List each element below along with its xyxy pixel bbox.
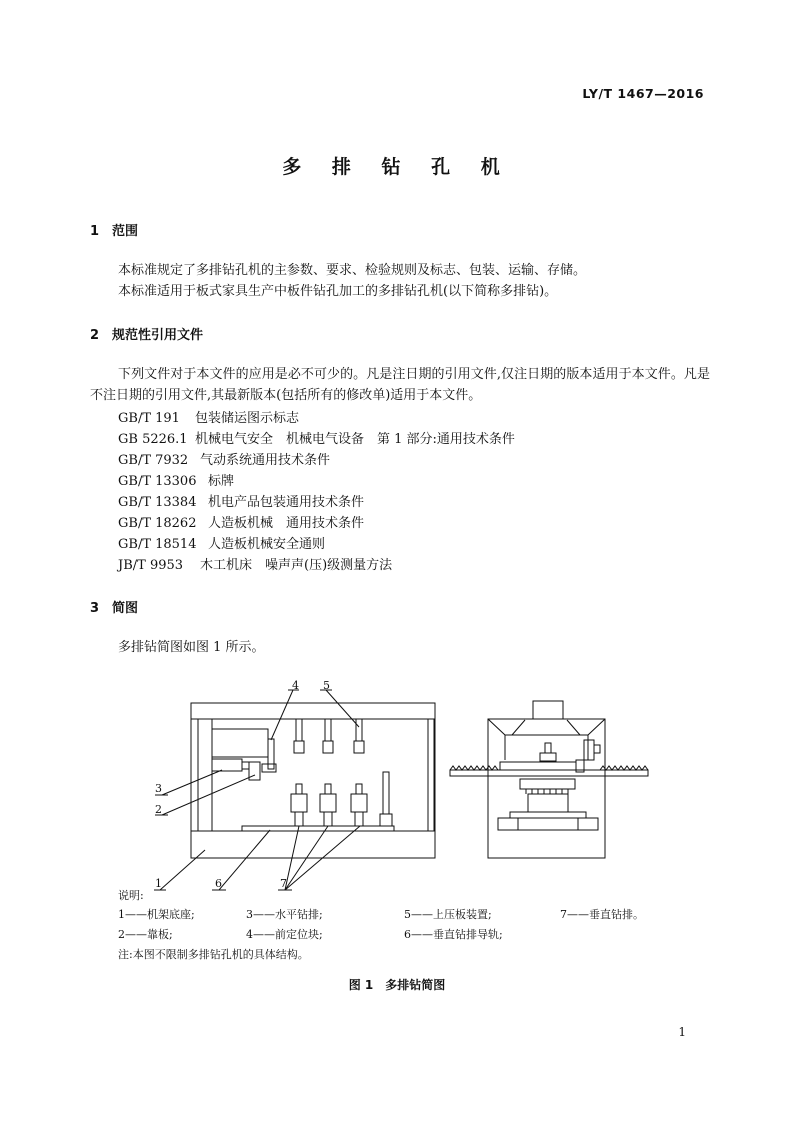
- legend-item: 2——靠板;: [118, 928, 173, 941]
- section-title: 规范性引用文件: [112, 328, 204, 343]
- vertical-drill-motor: [320, 794, 336, 812]
- reference-code: JB/T 9953: [118, 558, 184, 573]
- section-title: 范围: [112, 224, 139, 239]
- legend-item: 3——水平钻排;: [246, 908, 323, 921]
- guide-rod: [383, 772, 389, 814]
- vertical-drill-base: [324, 812, 332, 826]
- pressure-cylinder: [296, 719, 302, 741]
- reference-code: GB/T 13384: [118, 495, 197, 510]
- leader-line: [160, 850, 205, 890]
- reference-title: 人造板机械 通用技术条件: [208, 516, 365, 531]
- callout-2: 2: [155, 803, 162, 816]
- pressure-pad: [323, 741, 333, 753]
- section-number: 3: [90, 601, 100, 616]
- document-title: 多 排 钻 孔 机: [282, 156, 512, 178]
- left-conveyor-teeth: [450, 766, 498, 770]
- side-cylinder: [584, 740, 594, 760]
- legend-item: 6——垂直钻排导轨;: [404, 928, 503, 941]
- reference-code: GB/T 18262: [118, 516, 197, 531]
- vertical-drill-motor: [291, 794, 307, 812]
- page-number: 1: [678, 1025, 686, 1039]
- section-number: 1: [90, 224, 100, 239]
- brace: [567, 720, 580, 735]
- vertical-drill-bit: [325, 784, 331, 794]
- callout-3: 3: [155, 782, 162, 795]
- front-view-diagram: [154, 690, 435, 890]
- right-conveyor-teeth: [600, 766, 648, 770]
- paragraph: 本标准适用于板式家具生产中板件钻孔加工的多排钻孔机(以下简称多排钻)。: [118, 284, 558, 299]
- reference-code: GB/T 191: [118, 411, 180, 426]
- frame-slope: [488, 719, 505, 735]
- section-title: 简图: [112, 601, 139, 616]
- frame-slope: [588, 719, 605, 735]
- callout-6: 6: [215, 877, 222, 890]
- drill-base: [498, 818, 598, 830]
- legend-item: 7——垂直钻排。: [560, 908, 644, 921]
- leader-line: [219, 830, 270, 890]
- callout-5: 5: [323, 679, 330, 692]
- legend-title: 说明:: [118, 889, 144, 902]
- frame-right-post: [428, 719, 434, 831]
- pressure-cylinder: [325, 719, 331, 741]
- work-table: [450, 770, 648, 776]
- callout-1: 1: [155, 877, 162, 890]
- reference-title: 气动系统通用技术条件: [200, 453, 331, 468]
- vertical-drill-bit: [296, 784, 302, 794]
- reference-title: 机械电气安全 机械电气设备 第 1 部分:通用技术条件: [195, 432, 515, 447]
- drill-head: [520, 779, 575, 789]
- vertical-drill-base: [295, 812, 303, 826]
- side-cylinder-cap: [594, 745, 600, 753]
- legend-item: 1——机架底座;: [118, 908, 195, 921]
- reference-title: 机电产品包装通用技术条件: [208, 495, 365, 510]
- vertical-drill-motor: [351, 794, 367, 812]
- guide-block: [380, 814, 392, 826]
- leader-line: [271, 690, 293, 740]
- horizontal-drill-housing: [212, 729, 268, 757]
- pressure-pad: [540, 753, 556, 761]
- vertical-drill-bit: [356, 784, 362, 794]
- standard-code: LY/T 1467—2016: [582, 86, 704, 101]
- side-view-diagram: [450, 701, 648, 858]
- top-motor: [533, 701, 563, 719]
- pressure-unit: [545, 743, 551, 753]
- intro-paragraph: 下列文件对于本文件的应用是必不可少的。凡是注日期的引用文件,仅注日期的版本适用于本文件。凡是不注日期的引用文件,其最新版本(包括所有的修改单)适用于本文件。: [90, 367, 710, 403]
- vertical-drill-base: [355, 812, 363, 826]
- reference-code: GB/T 18514: [118, 537, 197, 552]
- reference-code: GB/T 13306: [118, 474, 197, 489]
- drill-carriage: [510, 812, 586, 818]
- reference-title: 人造板机械安全通则: [208, 537, 326, 552]
- reference-code: GB 5226.1: [118, 432, 188, 447]
- paragraph: 多排钻简图如图 1 所示。: [118, 640, 265, 655]
- figure-caption: 图 1 多排钻简图: [348, 978, 446, 992]
- reference-code: GB/T 7932: [118, 453, 189, 468]
- pressure-cylinder: [356, 719, 362, 741]
- leader-line: [162, 775, 255, 815]
- horizontal-drill-row: [212, 759, 242, 771]
- legend-item: 4——前定位块;: [246, 928, 323, 941]
- section-number: 2: [90, 328, 100, 343]
- machine-frame: [191, 703, 435, 858]
- reference-title: 标牌: [208, 474, 235, 489]
- reference-title: 包装储运图示标志: [195, 411, 300, 426]
- brace: [512, 720, 525, 735]
- drill-chuck: [242, 762, 249, 769]
- clamp-bar: [500, 762, 576, 770]
- reference-title: 木工机床 噪声声(压)级测量方法: [200, 558, 393, 573]
- drill-motor: [528, 794, 568, 812]
- pressure-pad: [354, 741, 364, 753]
- vertical-drill-rail: [242, 826, 394, 831]
- drill-bits: [526, 789, 568, 794]
- pressure-pad: [294, 741, 304, 753]
- legend-item: 5——上压板装置;: [404, 908, 492, 921]
- figure-note: 注:本图不限制多排钻孔机的具体结构。: [118, 948, 309, 961]
- leader-line: [162, 770, 222, 795]
- paragraph: 本标准规定了多排钻孔机的主参数、要求、检验规则及标志、包装、运输、存储。: [118, 263, 587, 278]
- callout-4: 4: [292, 679, 299, 692]
- callout-7: 7: [280, 877, 287, 890]
